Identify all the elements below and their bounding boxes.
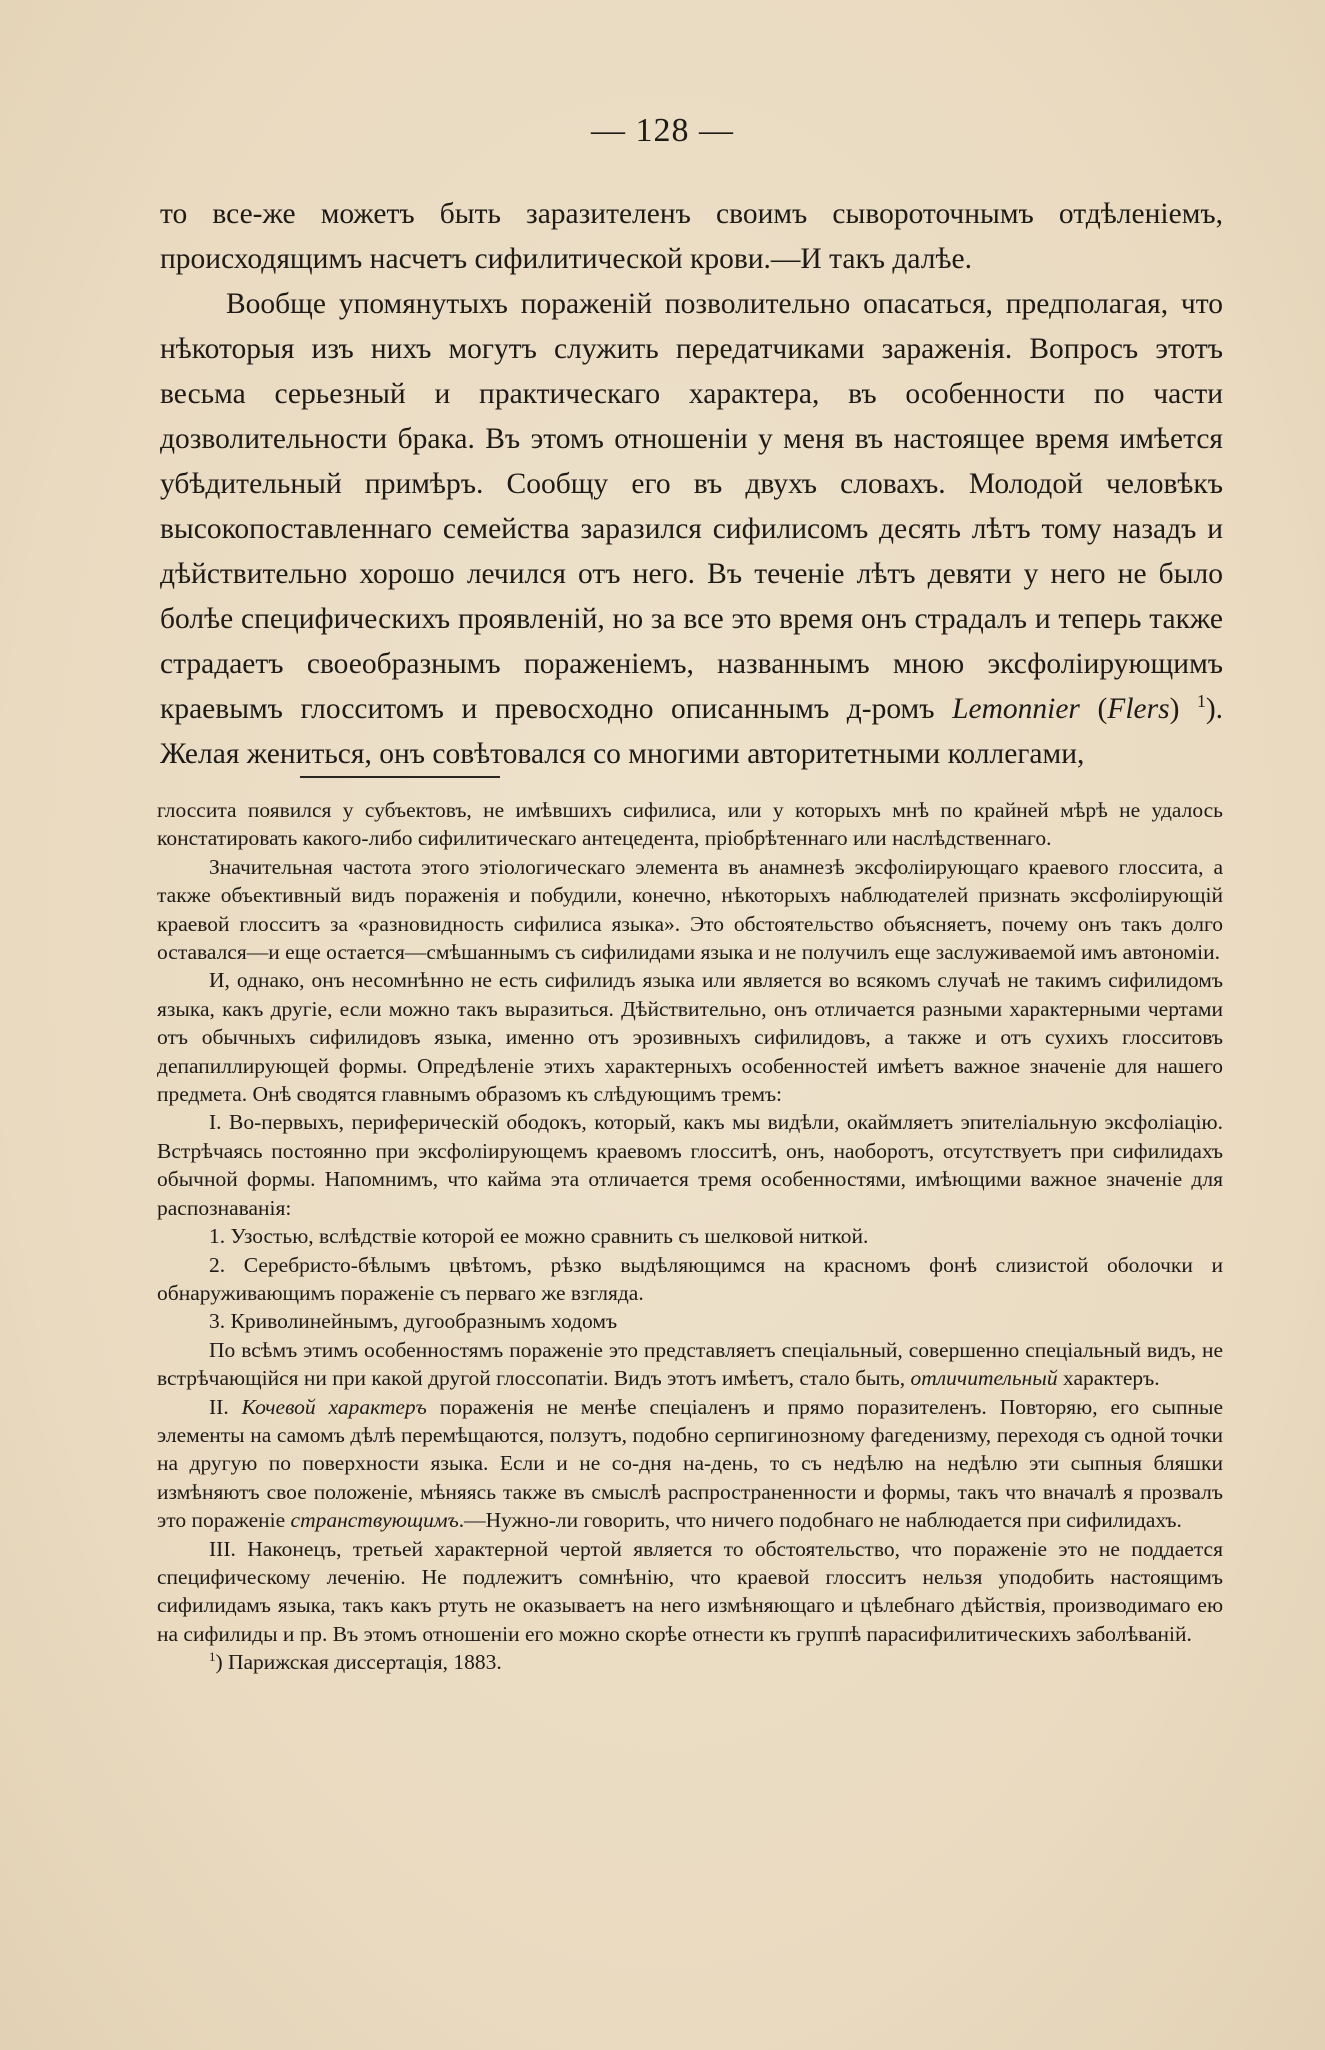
note-text: характеръ.: [1062, 1366, 1160, 1391]
list-item: 3. Криволинейнымъ, дугообразнымъ ходомъ: [209, 1309, 618, 1334]
paragraph-case-end: Желая жениться, онъ совѣтовался со многими авторитетными коллегами,: [160, 738, 1085, 770]
footnote-mark: 1: [209, 1650, 216, 1665]
note-text: По всѣмъ этимъ особенностямъ пораженіе это представляетъ спеціальный, совершенно спеціальный видъ, не встрѣчающійся ни при какой другой глоссопатіи. Видъ этотъ имѣетъ, стало быть,: [157, 1337, 1223, 1391]
footnote-text: ) Парижская диссертація, 1883.: [215, 1650, 502, 1675]
note-text: .—Нужно-ли говорить, что ничего подобнаго не наблюдается при сифилидахъ.: [458, 1508, 1182, 1533]
note-italic: отличительный: [910, 1366, 1058, 1391]
author-place: Flers: [1107, 693, 1170, 725]
note-italic: странствующимъ: [290, 1508, 459, 1533]
note-paragraph: И, однако, онъ несомнѣнно не есть сифилидъ языка или является во всякомъ случаѣ не такимъ сифилидомъ языка, какъ другіе, если можно такъ выразиться. Дѣйствительно, онъ отличается разными характерными чертами отъ обычныхъ сифилидовъ языка, именно отъ эрозивныхъ сифилидовъ, а также и отъ сухихъ глосситовъ депапиллирующей формы. Опредѣленіе этихъ характерныхъ особенностей имѣетъ важное значеніе для нашего предмета. Онѣ сводятся главнымъ образомъ къ слѣдующимъ тремъ:: [157, 968, 1223, 1107]
note-paragraph: III. Наконецъ, третьей характерной чертой является то обстоятельство, что пораженіе это не поддается специфическому леченію. Не подлежитъ сомнѣнію, что краевой глосситъ нельзя уподобить настоящимъ сифилидамъ языка, такъ какъ ртуть не оказываетъ на него измѣняющаго и цѣлебнаго дѣйствія, производимаго ею на сифилиды и пр. Въ этомъ отношеніи его можно скорѣе отнести къ группѣ парасифилитическихъ заболѣваній.: [157, 1536, 1223, 1646]
footnotes: [157, 796, 1223, 1677]
note-paragraph: [157, 1393, 1223, 1535]
paragraph-case: Вообще упомянутыхъ пораженій позволительно опасаться, предполагая, что нѣкоторыя изъ нихъ могутъ служить передатчиками зараженія. Вопросъ этотъ весьма серьезный и практическаго характера, въ особенности по части дозволительности брака. Въ этомъ отношеніи у меня въ настоящее время имѣется убѣдительный примѣръ. Сообщу его въ двухъ словахъ. Молодой человѣкъ высокопоставленнаго семейства заразился сифилисомъ десять лѣтъ тому назадъ и дѣйствительно хорошо лечился отъ него. Въ теченіе лѣтъ девяти у него не было болѣе специфическихъ проявленій, но за все это время онъ страдалъ и теперь также страдаетъ своеобразнымъ пораженіемъ, названнымъ мною эксфоліирующимъ краевымъ глосситомъ и превосходно описаннымъ д-ромъ Lemonnier (Flers) $^1$). Желая жениться, онъ совѣтовался со многими авторитетными коллегами,: [160, 288, 1224, 770]
footnote-divider: [300, 776, 500, 778]
note-paragraph: глоссита появился у субъектовъ, не имѣвшихъ сифилиса, или у которыхъ мнѣ по крайней мѣрѣ не удалось констатировать какого-либо сифилитическаго антецедента, пріобрѣтеннаго или наслѣдственнаго.: [157, 798, 1223, 851]
page-number: — 128 —: [591, 112, 734, 149]
paragraph-continuation: то все-же можетъ быть заразителенъ своимъ сывороточнымъ отдѣленіемъ, происходящимъ насчетъ сифилитической крови.—И такъ далѣе.: [160, 198, 1223, 275]
footnote-ref: 1: [1196, 691, 1206, 712]
paragraph-case-text: Вообще упомянутыхъ пораженій позволительно опасаться, предполагая, что нѣкоторыя изъ нихъ могутъ служить передатчиками зараженія. Вопросъ этотъ весьма серьезный и практическаго характера, въ особенности по части дозволительности брака. Въ этомъ отношеніи у меня въ настоящее время имѣется убѣдительный примѣръ. Сообщу его въ двухъ словахъ. Молодой человѣкъ высокопоставленнаго семейства заразился сифилисомъ десять лѣтъ тому назадъ и дѣйствительно хорошо лечился отъ него. Въ теченіе лѣтъ девяти у него не было болѣе специфическихъ проявленій, но за все это время онъ страдалъ и теперь также страдаетъ своеобразнымъ пораженіемъ, названнымъ мною эксфоліирующимъ краевымъ глосситомъ и превосходно описаннымъ д-ромъ: [160, 288, 1223, 725]
note-text: II.: [209, 1394, 229, 1419]
note-paragraph: Значительная частота этого этіологическаго элемента въ анамнезѣ эксфоліирующаго краевого глоссита, а также объективный видъ пораженія и побудили, конечно, нѣкоторыхъ наблюдателей признать эксфоліирующій краевой глосситъ за «разновидность сифилиса языка». Это обстоятельство объясняетъ, почему онъ такъ долго оставался—и еще остается—смѣшаннымъ съ сифилидами языка и не получилъ еще заслуживаемой имъ автономіи.: [157, 854, 1223, 965]
footnote: [157, 1648, 1223, 1676]
list-item: 2. Серебристо-бѣлымъ цвѣтомъ, рѣзко выдѣляющимся на красномъ фонѣ слизистой оболочки и обнаруживающимъ пораженіе съ перваго же взгляда.: [157, 1252, 1223, 1305]
author-name: Lemonnier: [952, 693, 1080, 725]
note-text: пораженія не менѣе спеціаленъ и прямо поразителенъ. Повторяю, его сыпные элементы на самомъ дѣлѣ перемѣщаются, ползутъ, подобно серпигинозному фагеденизму, переходя съ одной точки на другую по поверхности языка. Если и не со-дня на-день, то съ недѣлю на недѣлю эти сыпныя бляшки измѣняютъ свое положеніе, мѣняясь также въ смыслѣ распространенности и формы, такъ что вначалѣ я прозвалъ это пораженіе: [157, 1394, 1223, 1533]
list-item: 1. Узостью, вслѣдствіе которой ее можно сравнить съ шелковой ниткой.: [209, 1224, 869, 1249]
note-italic: Кочевой характеръ: [241, 1394, 427, 1419]
main-text: [160, 192, 1223, 777]
note-paragraph: I. Во-первыхъ, периферическій ободокъ, который, какъ мы видѣли, окаймляетъ эпителіальную эксфоліацію. Встрѣчаясь постоянно при эксфоліирующемъ краевомъ глосситѣ, онъ, наоборотъ, отсутствуетъ при сифилидахъ обычной формы. Напомнимъ, что кайма эта отличается тремя особенностями, имѣющими важное значеніе для распознаванія:: [157, 1110, 1223, 1220]
note-paragraph: [157, 1336, 1223, 1393]
